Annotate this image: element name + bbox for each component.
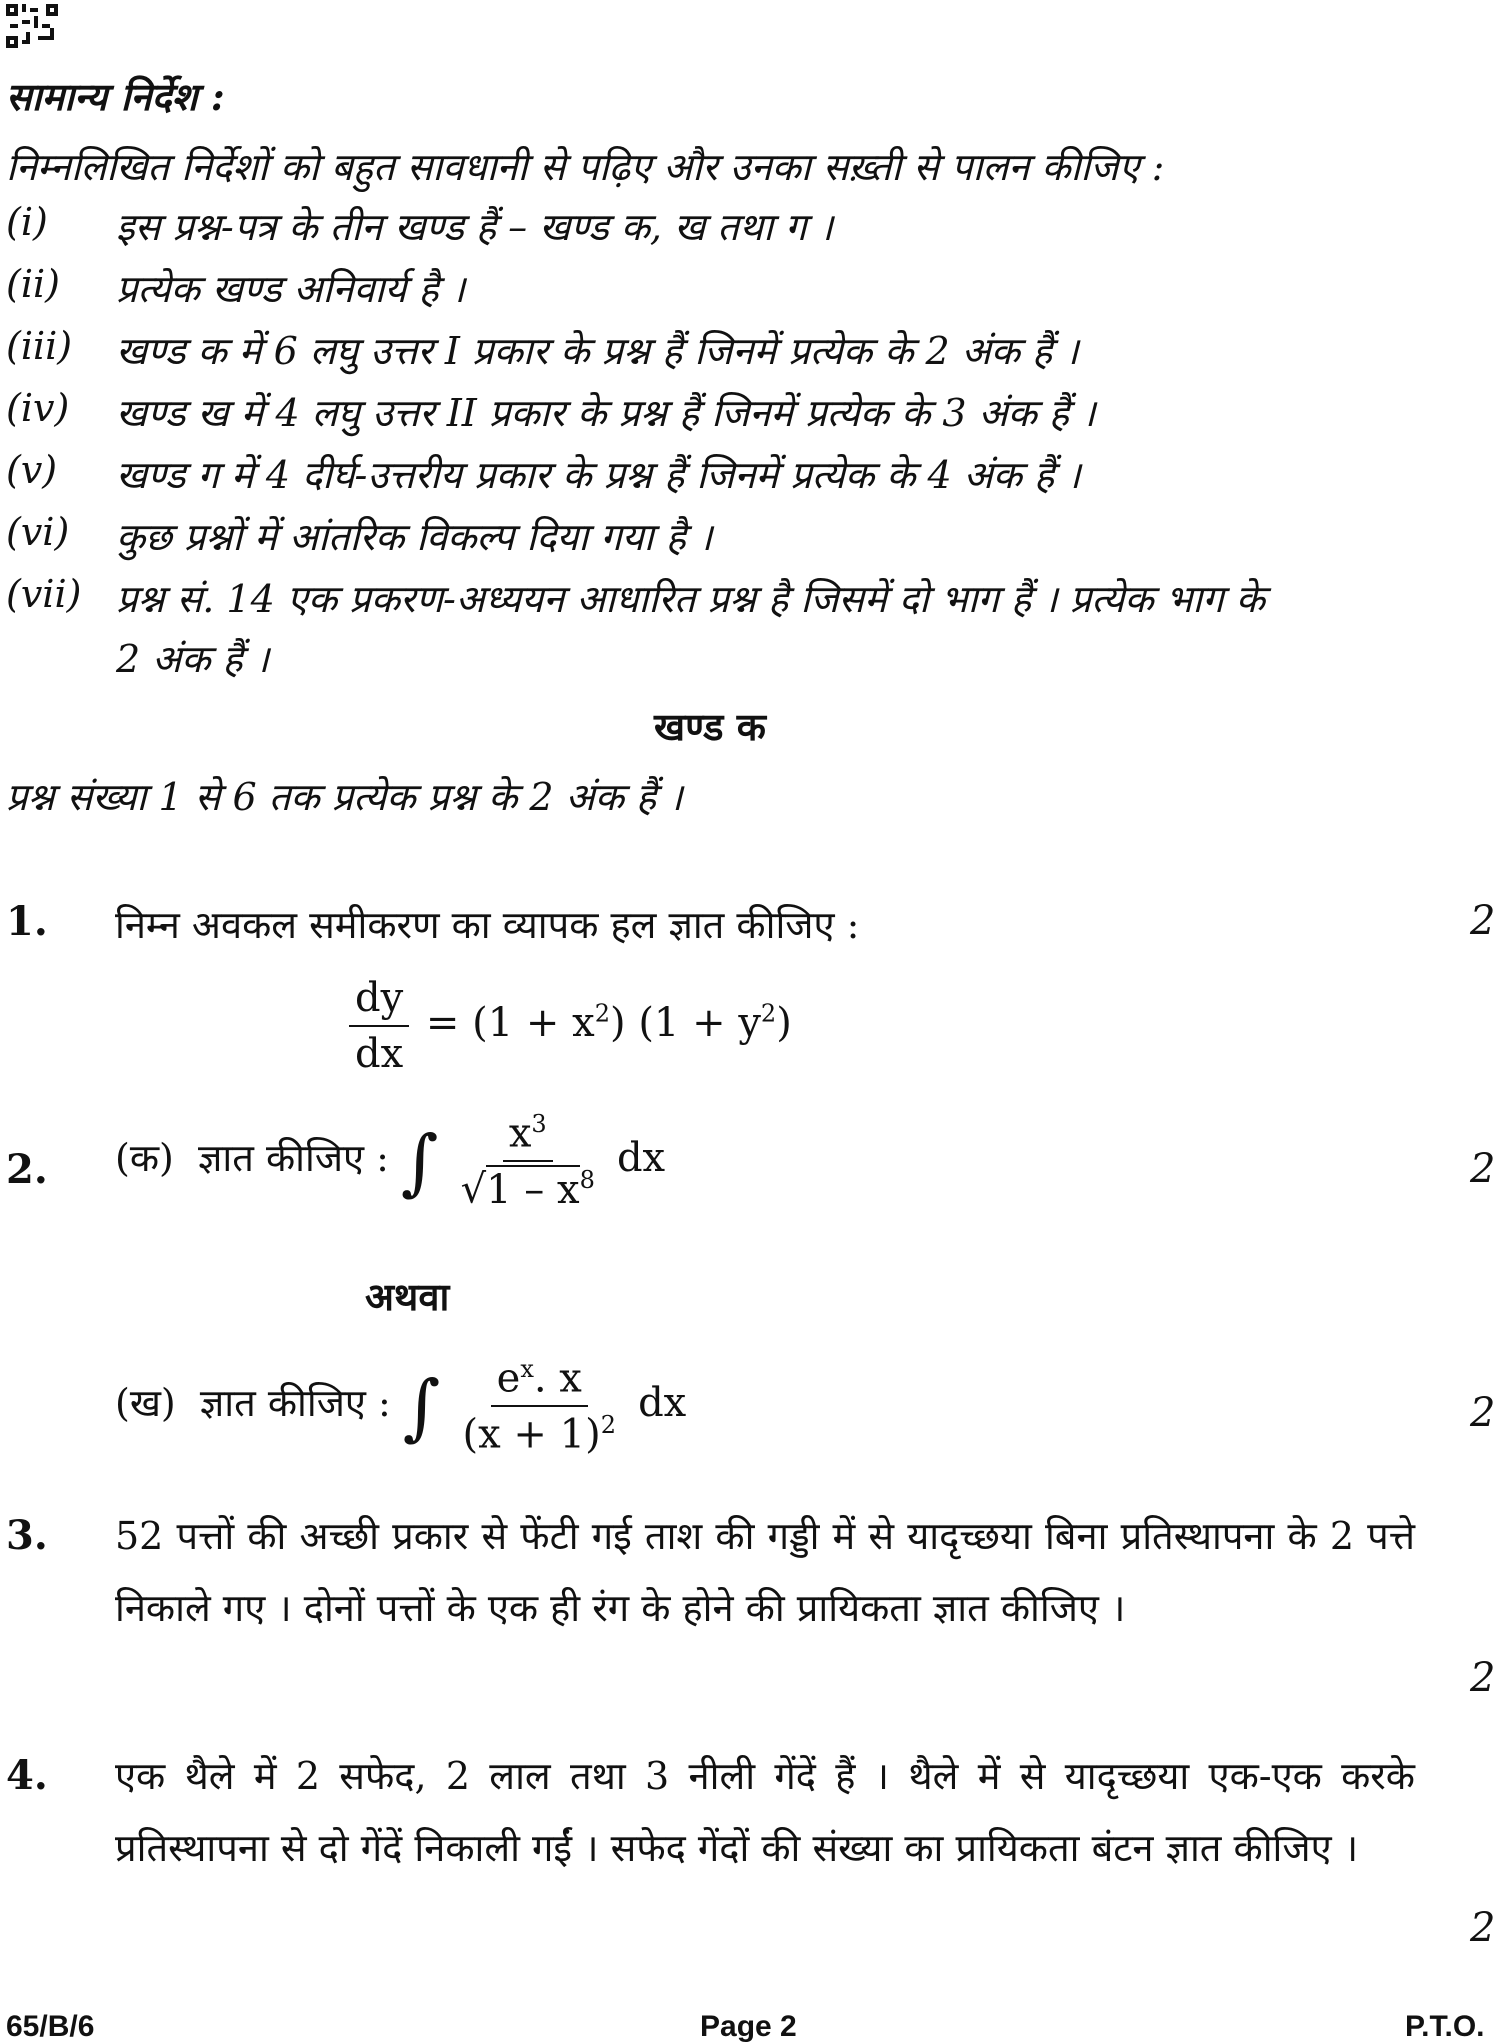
question-text: एक थैले में 2 सफेद, 2 लाल तथा 3 नीली गेंदें हैं । थैले में से यादृच्छया एक-एक करके प्रतिस्थापना से दो गेंदें निकाली गईं । सफेद गेंदों की संख्या का प्रायिकता बंटन ज्ञात कीजिए ।: [115, 1754, 1415, 1870]
instruction-item: [6, 510, 1501, 560]
question-text: निम्न अवकल समीकरण का व्यापक हल ज्ञात कीजिए :: [115, 903, 860, 947]
instruction-text: खण्ड ख में 4 लघु उत्तर II प्रकार के प्रश्न हैं जिनमें प्रत्येक के 3 अंक हैं ।: [116, 391, 1096, 435]
paper-code: 65/B/6: [6, 2010, 95, 2043]
question-number: 3.: [6, 1512, 48, 1559]
instruction-number: (ii): [6, 262, 60, 306]
part-instruction: ज्ञात कीजिए :: [198, 1135, 389, 1180]
section-title: खण्ड क: [654, 704, 766, 749]
question-number: 2.: [6, 1146, 48, 1193]
instruction-item: [6, 572, 1501, 682]
qr-code: [6, 4, 58, 48]
question-marks: 2: [1470, 1390, 1496, 1436]
question-marks: 2: [1470, 1146, 1496, 1192]
fraction-numerator: dy: [349, 975, 409, 1027]
instruction-number: (vi): [6, 510, 70, 554]
instruction-text-continued: 2 अंक हैं ।: [116, 637, 270, 681]
instruction-number: (iv): [6, 386, 70, 430]
pto-label: P.T.O.: [1405, 2010, 1485, 2043]
question-part-a: (क) ज्ञात कीजिए : ∫ $\frac{x^3}{√1 - x^8}$ dx: [115, 1110, 666, 1213]
integral-sign: ∫: [402, 1364, 441, 1449]
instruction-text: प्रत्येक खण्ड अनिवार्य है ।: [116, 267, 466, 311]
instruction-text: खण्ड ग में 4 दीर्घ-उत्तरीय प्रकार के प्रश्न हैं जिनमें प्रत्येक के 4 अंक हैं ।: [116, 453, 1081, 497]
instruction-number: (iii): [6, 324, 73, 368]
instruction-text: प्रश्न सं. 14 एक प्रकरण-अध्ययन आधारित प्रश्न है जिसमें दो भाग हैं । प्रत्येक भाग के: [116, 577, 1265, 621]
part-label: (ख): [115, 1380, 176, 1425]
differential-equation: [345, 975, 792, 1077]
question-marks: 2: [1470, 1655, 1496, 1701]
question-part-b: (ख) ज्ञात कीजिए : ∫ $\frac{e^x. x}{(x + 1)^2}$ dx: [115, 1355, 687, 1458]
instruction-item: [6, 324, 1501, 374]
section-note: प्रश्न संख्या 1 से 6 तक प्रत्येक प्रश्न के 2 अंक हैं ।: [6, 775, 683, 819]
instruction-number: (vii): [6, 572, 82, 616]
question-marks: 2: [1470, 1905, 1496, 1951]
instruction-number: (i): [6, 200, 48, 244]
question-text: 52 पत्तों की अच्छी प्रकार से फेंटी गई ताश की गड्डी में से यादृच्छया बिना प्रतिस्थापना के 2 पत्ते निकाले गए । दोनों पत्तों के एक ही रंग के होने की प्रायिकता ज्ञात कीजिए ।: [115, 1514, 1415, 1630]
instructions-intro: निम्नलिखित निर्देशों को बहुत सावधानी से पढ़िए और उनका सख़्ती से पालन कीजिए :: [6, 145, 1165, 189]
instruction-number: (v): [6, 448, 58, 492]
part-label: (क): [115, 1135, 174, 1180]
question-marks: 2: [1470, 898, 1496, 944]
question-number: 1.: [6, 898, 48, 945]
integral-sign: ∫: [401, 1119, 439, 1204]
general-instructions-heading: सामान्य निर्देश :: [6, 74, 225, 119]
or-separator: अथवा: [365, 1274, 450, 1319]
instruction-text: खण्ड क में 6 लघु उत्तर I प्रकार के प्रश्न हैं जिनमें प्रत्येक के 2 अंक हैं ।: [116, 329, 1079, 373]
instruction-text: कुछ प्रश्नों में आंतरिक विकल्प दिया गया है ।: [116, 515, 713, 559]
part-instruction: ज्ञात कीजिए :: [199, 1380, 391, 1425]
instruction-item: [6, 200, 1501, 250]
page-number: Page 2: [700, 2010, 797, 2043]
instruction-text: इस प्रश्न-पत्र के तीन खण्ड हैं – खण्ड क, ख तथा ग ।: [116, 205, 833, 249]
question-number: 4.: [6, 1752, 48, 1799]
instruction-item: [6, 448, 1501, 498]
fraction-denominator: dx: [355, 1031, 404, 1077]
equation-rhs: = $(1 + x^2)$ $(1 + y^2)$: [425, 999, 792, 1046]
instruction-item: [6, 386, 1501, 436]
instruction-item: [6, 262, 1501, 312]
